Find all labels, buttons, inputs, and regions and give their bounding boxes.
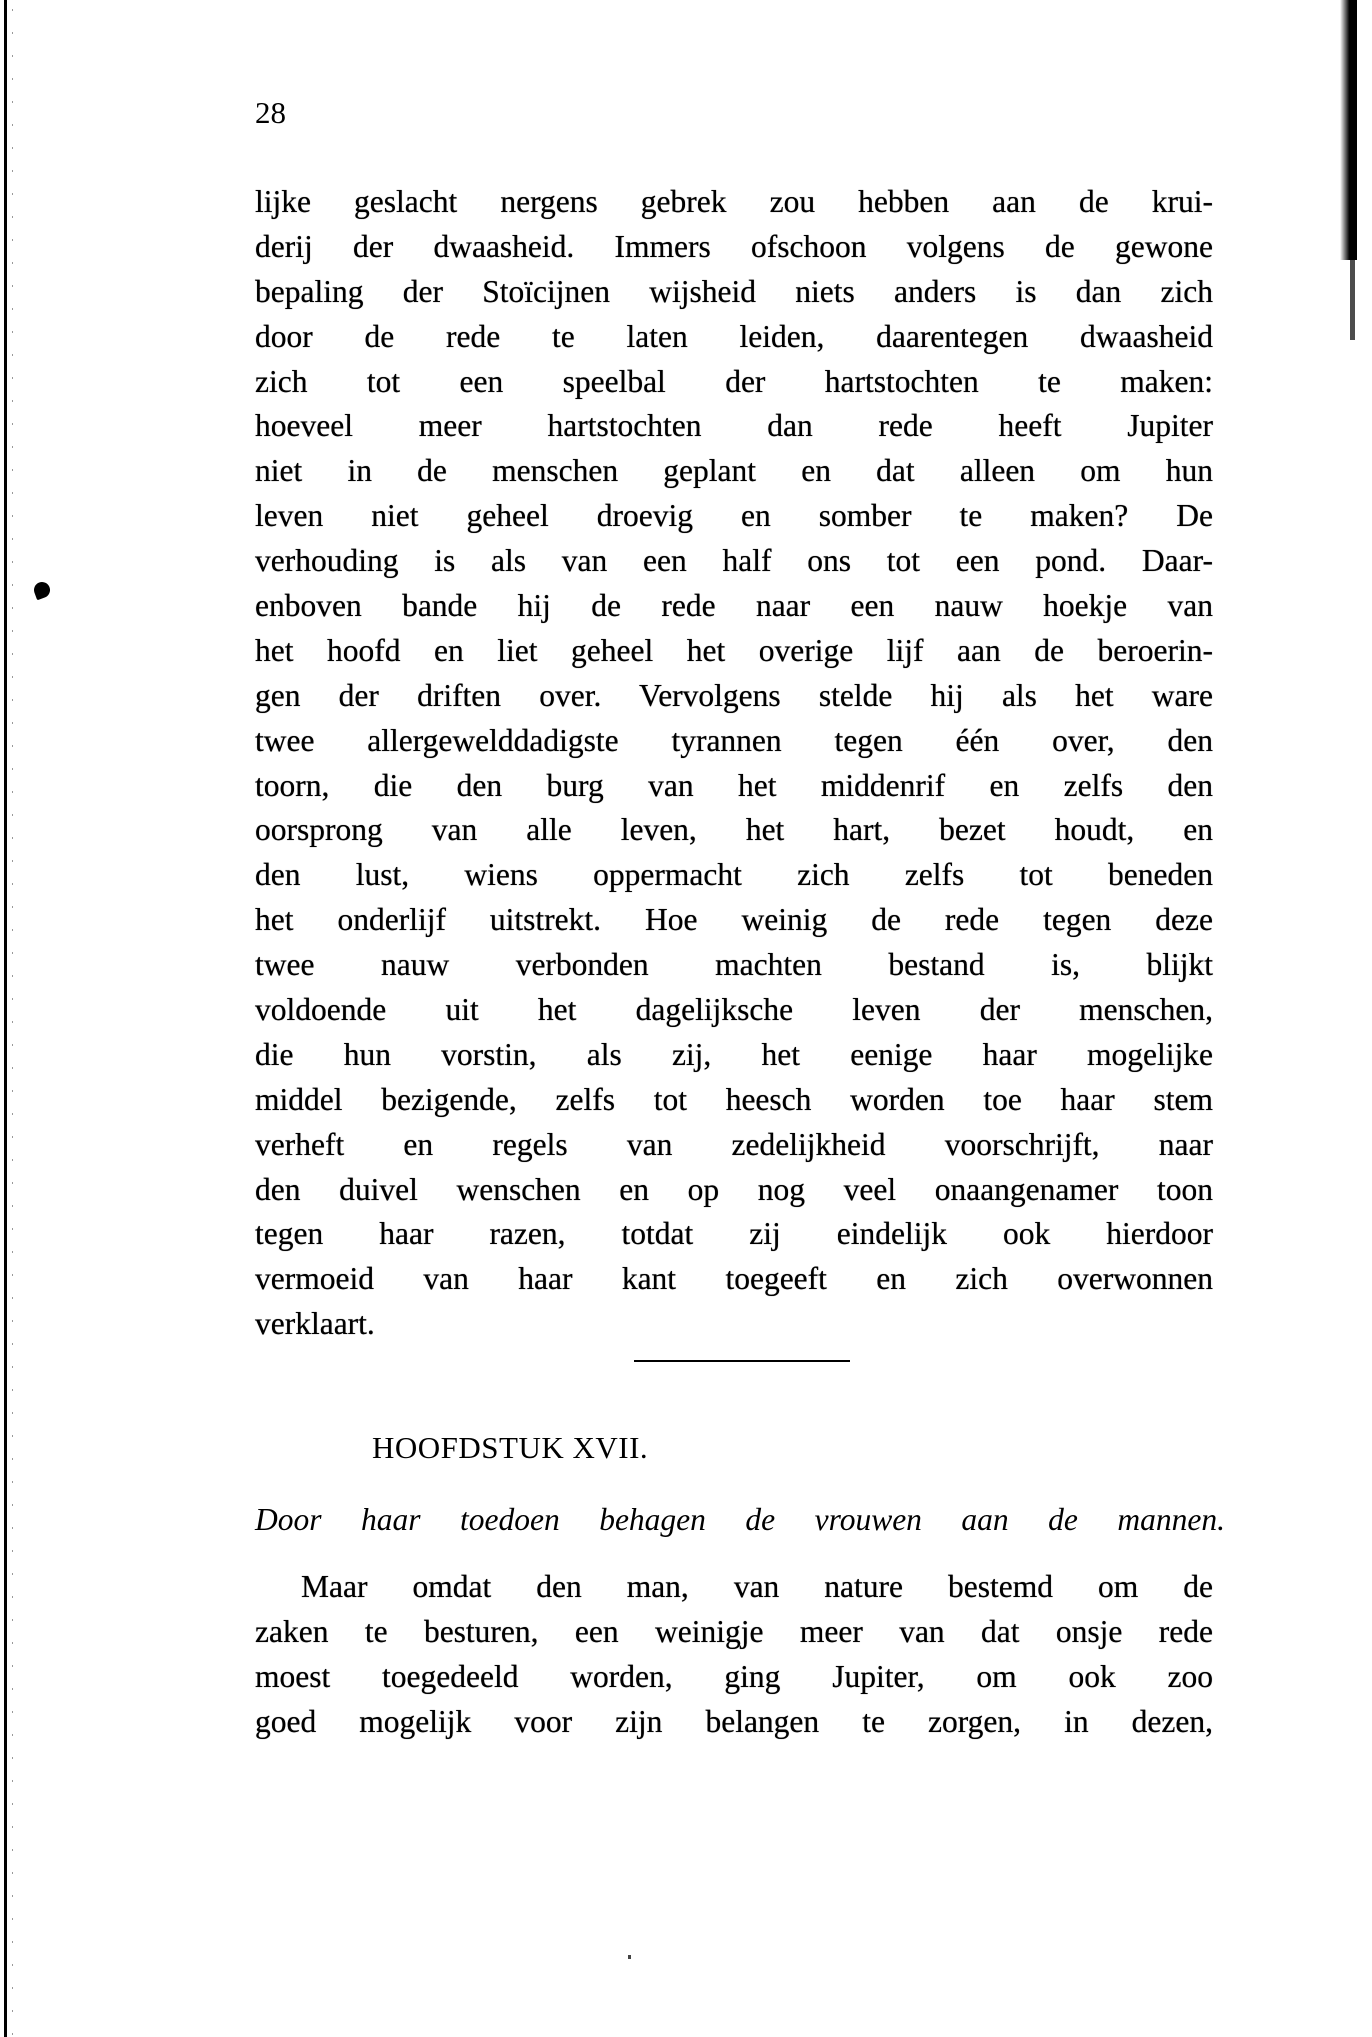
text-line: het hoofd en liet geheel het overige lijf aan de beroerin-: [255, 632, 1213, 668]
text-line: het onderlijf uitstrekt. Hoe weinig de rede tegen deze: [255, 902, 1213, 938]
text-line: hoeveel meer hartstochten dan rede heeft Jupiter: [255, 408, 1213, 444]
text-line: middel bezigende, zelfs tot heesch worden toe haar stem: [255, 1081, 1213, 1117]
text-line: leven niet geheel droevig en somber te maken? De: [255, 498, 1213, 534]
scan-right-edge-shadow-lower: [1350, 260, 1355, 340]
text-line: moest toegedeeld worden, ging Jupiter, om ook zoo: [255, 1658, 1213, 1694]
text-line: zaken te besturen, een weinigje meer van dat onsje rede: [255, 1613, 1213, 1649]
text-line: zich tot een speelbal der hartstochten te maken:: [255, 363, 1213, 399]
scan-left-edge-noise: [12, 0, 13, 2037]
text-line: lijke geslacht nergens gebrek zou hebben aan de krui-: [255, 184, 1213, 219]
text-line: tegen haar razen, totdat zij eindelijk ook hierdoor: [255, 1216, 1213, 1252]
text-line: niet in de menschen geplant en dat alleen om hun: [255, 453, 1213, 489]
text-line: verheft en regels van zedelijkheid voorschrijft, naar: [255, 1126, 1213, 1162]
text-line: twee nauw verbonden machten bestand is, blijkt: [255, 947, 1213, 983]
scan-right-edge-shadow: [1340, 0, 1357, 260]
text-line: vermoeid van haar kant toegeeft en zich overwonnen: [255, 1261, 1213, 1297]
chapter-subtitle: Door haar toedoen behagen de vrouwen aan de mannen.: [255, 1502, 1225, 1537]
text-line: den duivel wenschen en op nog veel onaangenamer toon: [255, 1171, 1213, 1207]
text-line: door de rede te laten leiden, daarentegen dwaasheid: [255, 318, 1213, 354]
text-line: toorn, die den burg van het middenrif en zelfs den: [255, 767, 1213, 803]
text-line: oorsprong van alle leven, het hart, bezet houdt, en: [255, 812, 1213, 848]
text-line: gen der driften over. Vervolgens stelde hij als het ware: [255, 677, 1213, 713]
text-line: twee allergewelddadigste tyrannen tegen één over, den: [255, 722, 1213, 758]
text-line: die hun vorstin, als zij, het eenige haar mogelijke: [255, 1036, 1213, 1072]
text-line: voldoende uit het dagelijksche leven der menschen,: [255, 992, 1213, 1028]
text-line: den lust, wiens oppermacht zich zelfs tot beneden: [255, 857, 1213, 893]
scan-left-edge-shadow: [4, 0, 7, 2037]
section-divider: [634, 1360, 850, 1362]
text-line: bepaling der Stoïcijnen wijsheid niets anders is dan zich: [255, 273, 1213, 309]
text-line: goed mogelijk voor zijn belangen te zorgen, in dezen,: [255, 1703, 1213, 1739]
text-line: derij der dwaasheid. Immers ofschoon volgens de gewone: [255, 228, 1213, 264]
text-line: verklaart.: [255, 1306, 375, 1342]
paragraph-1: [255, 180, 1213, 1347]
paragraph-2: [255, 1565, 1213, 1745]
page-number: 28: [255, 95, 286, 130]
chapter-heading: HOOFDSTUK XVII.: [372, 1430, 649, 1465]
margin-ink-blot-icon: [32, 580, 53, 601]
text-line: enboven bande hij de rede naar een nauw hoekje van: [255, 588, 1213, 624]
scan-speck: [628, 1955, 631, 1959]
text-line: Maar omdat den man, van nature bestemd om de: [301, 1569, 1213, 1604]
text-line: verhouding is als van een half ons tot een pond. Daar-: [255, 543, 1213, 579]
